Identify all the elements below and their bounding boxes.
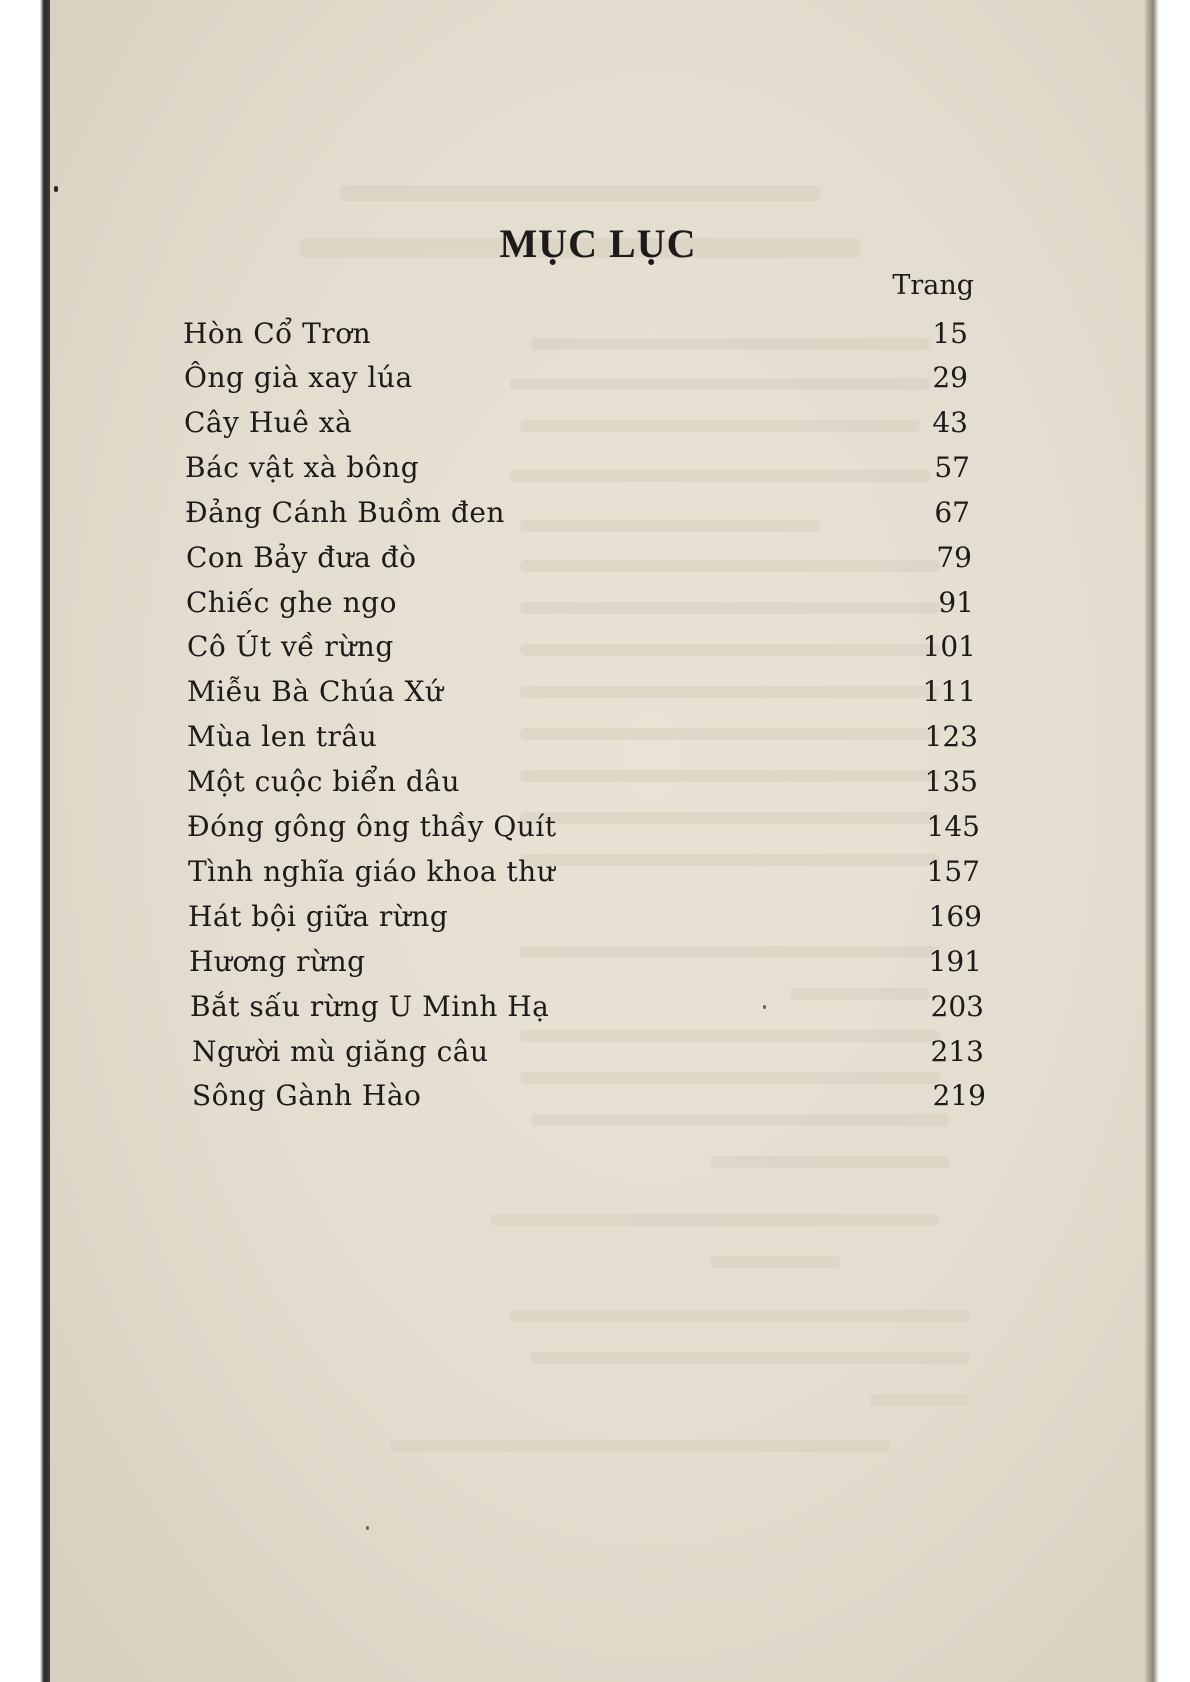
toc-entry-page: 91 [938, 586, 974, 619]
table-of-contents [50, 0, 1146, 1682]
toc-entry-title: Đóng gông ông thầy Quít [187, 810, 557, 843]
toc-entry-title: Cây Huê xà [184, 406, 353, 439]
ink-speck [763, 1005, 766, 1009]
ink-speck [54, 186, 58, 192]
toc-entry-page: 15 [932, 317, 968, 350]
toc-entry-title: Cô Út về rừng [187, 630, 394, 663]
toc-entry-page: 67 [934, 496, 970, 529]
toc-entry-title: Bác vật xà bông [185, 451, 420, 484]
toc-entry-title: Bắt sấu rừng U Minh Hạ [190, 990, 550, 1023]
toc-entry-page: 111 [922, 675, 976, 708]
toc-entry-title: Hát bội giữa rừng [188, 900, 449, 933]
toc-entry-page: 157 [926, 855, 980, 888]
toc-heading: MỤC LỤC [499, 221, 697, 266]
toc-entry-title: Con Bảy đưa đò [186, 541, 417, 574]
toc-entry-page: 123 [924, 720, 978, 753]
ink-speck [366, 1526, 369, 1530]
toc-entry-page: 203 [930, 990, 984, 1023]
toc-entry-title: Hòn Cổ Trơn [183, 317, 372, 350]
toc-entry-title: Hương rừng [189, 945, 366, 978]
toc-entry-page: 219 [932, 1079, 986, 1112]
toc-entry-page: 213 [930, 1035, 984, 1068]
toc-entry-title: Đảng Cánh Buồm đen [185, 496, 505, 529]
book-page [50, 0, 1146, 1682]
toc-entry-title: Miễu Bà Chúa Xứ [187, 675, 444, 708]
toc-entry-page: 135 [924, 765, 978, 798]
toc-entry-page: 57 [934, 451, 970, 484]
book-spine-edge [0, 0, 52, 1682]
toc-entry-title: Chiếc ghe ngo [186, 586, 397, 619]
toc-entry-title: Ông già xay lúa [184, 361, 413, 394]
toc-entry-page: 191 [928, 945, 982, 978]
toc-entry-title: Mùa len trâu [187, 720, 378, 753]
toc-entry-page: 145 [926, 810, 980, 843]
toc-entry-page: 43 [932, 406, 968, 439]
toc-entry-page: 101 [922, 630, 976, 663]
toc-entry-title: Tình nghĩa giáo khoa thư [188, 855, 556, 888]
toc-entry-page: 79 [936, 541, 972, 574]
toc-entry-page: 169 [928, 900, 982, 933]
toc-entry-title: Một cuộc biển dâu [187, 765, 461, 798]
page-column-label: Trang [892, 270, 974, 301]
page-right-edge [1145, 0, 1190, 1682]
toc-entry-page: 29 [932, 361, 968, 394]
toc-entry-title: Sông Gành Hào [192, 1079, 422, 1112]
toc-entry-title: Người mù giăng câu [192, 1035, 489, 1068]
